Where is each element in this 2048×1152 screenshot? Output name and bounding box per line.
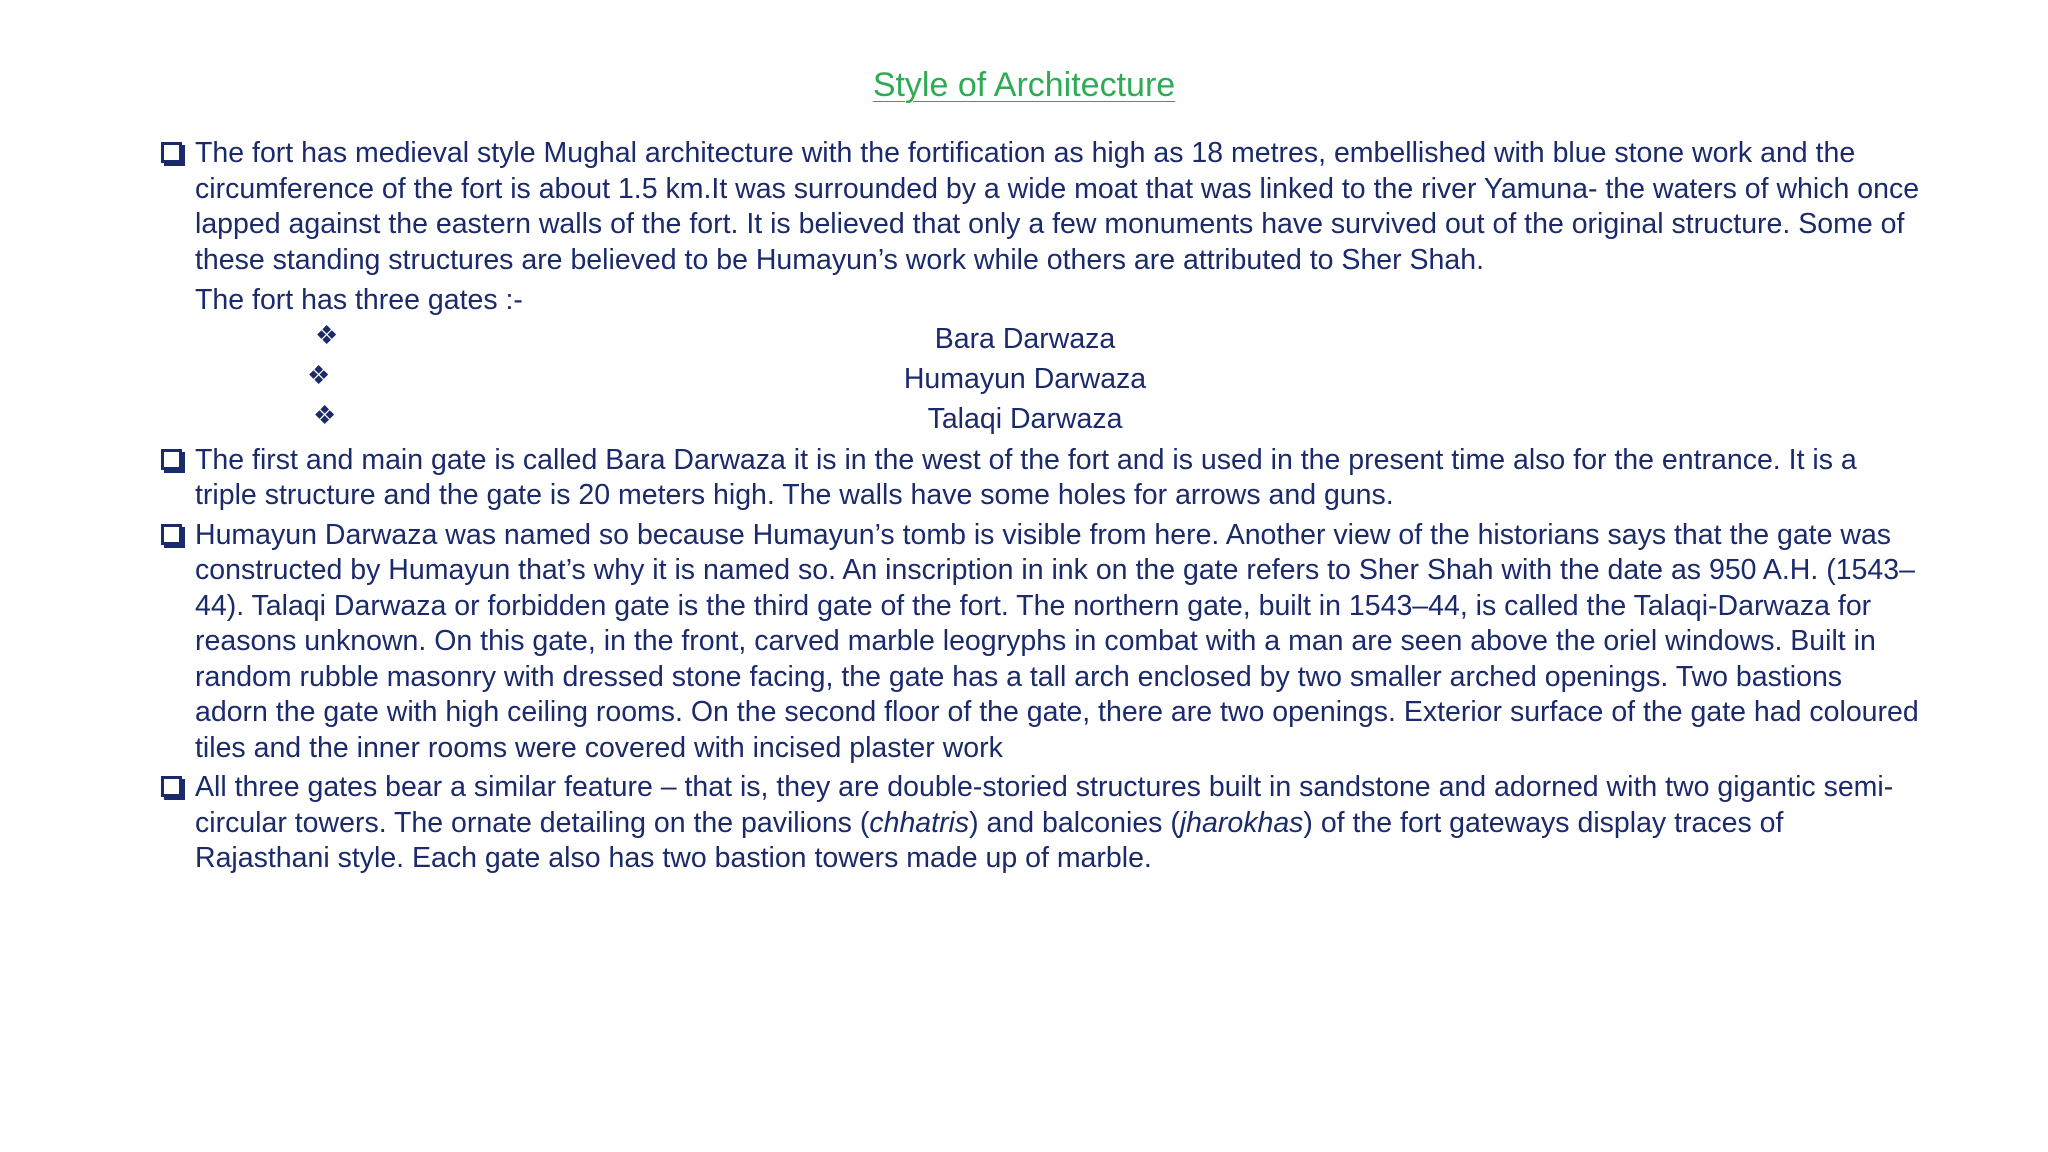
gate-list-item	[160, 359, 1920, 399]
bullet-text: The first and main gate is called Bara Darwaza it is in the west of the fort and is used in the present time also for the entrance. It is a triple structure and the gate is 20 meters high. The walls have some holes for arrows and guns.	[195, 443, 1857, 511]
bullet-text-part: ) of the fort gateways display traces of Rajasthani style. Each gate also has two bastion towers made up of marble.	[195, 806, 1784, 874]
slide-title: Style of Architecture	[872, 66, 1176, 104]
bullet-text-italic: chhatris	[869, 806, 970, 839]
bullet-text: Humayun Darwaza was named so because Humayun’s tomb is visible from here. Another view of the historians says that the gate was constructed by Humayun that’s why it is named so. An inscription in ink on the gate refers to Sher Shah with the date as 950 A.H. (1543–44). Talaqi Darwaza or forbidden gate is the third gate of the fort. The northern gate, built in 1543–44, is called the Talaqi-Darwaza for reasons unknown. On this gate, in the front, carved marble leogryphs in combat with a man are seen above the oriel windows. Built in random rubble masonry with dressed stone facing, the gate has a tall arch enclosed by two smaller arched openings. Two bastions adorn the gate with high ceiling rooms. On the second floor of the gate, there are two openings. Exterior surface of the gate had coloured tiles and the inner rooms were covered with incised plaster work	[195, 518, 1919, 764]
bullet-item-fort-style	[160, 136, 1920, 278]
bullet-item-bara-darwaza	[160, 443, 1920, 514]
gate-name: Talaqi Darwaza	[927, 402, 1123, 435]
slide-content	[160, 136, 1920, 877]
checkbox-bullet-icon	[161, 524, 182, 545]
diamond-bullet-icon: ❖	[315, 319, 339, 350]
diamond-bullet-icon: ❖	[307, 359, 331, 390]
checkbox-bullet-icon	[161, 776, 182, 797]
checkbox-bullet-icon	[161, 142, 182, 163]
gate-list-item	[160, 319, 1920, 359]
gates-intro: The fort has three gates :-	[195, 284, 523, 316]
bullet-text: The fort has medieval style Mughal architecture with the fortification as high as 18 metres, embellished with blue stone work and the circumference of the fort is about 1.5 km.It was surrounded by a wide moat that was linked to the river Yamuna- the waters of which once lapped against the eastern walls of the fort. It is believed that only a few monuments have survived out of the original structure. Some of these standing structures are believed to be Humayun’s work while others are attributed to Sher Shah.	[195, 137, 1920, 276]
diamond-bullet-icon: ❖	[313, 399, 337, 430]
bullet-text-italic: jharokhas	[1179, 806, 1304, 839]
gate-list-item	[160, 399, 1920, 439]
bullet-text-part: All three gates bear a similar feature – that is, they are double-storied structures built in sandstone and adorned with two gigantic semi-circular towers. The ornate detailing on the pavilions (	[195, 771, 1894, 839]
bullet-text-part: ) and balconies (	[969, 806, 1180, 839]
gate-name: Bara Darwaza	[934, 322, 1116, 355]
checkbox-bullet-icon	[161, 449, 182, 470]
bullet-item-three-gates	[160, 770, 1920, 877]
bullet-item-humayun-darwaza	[160, 518, 1920, 767]
gate-name: Humayun Darwaza	[903, 362, 1147, 395]
